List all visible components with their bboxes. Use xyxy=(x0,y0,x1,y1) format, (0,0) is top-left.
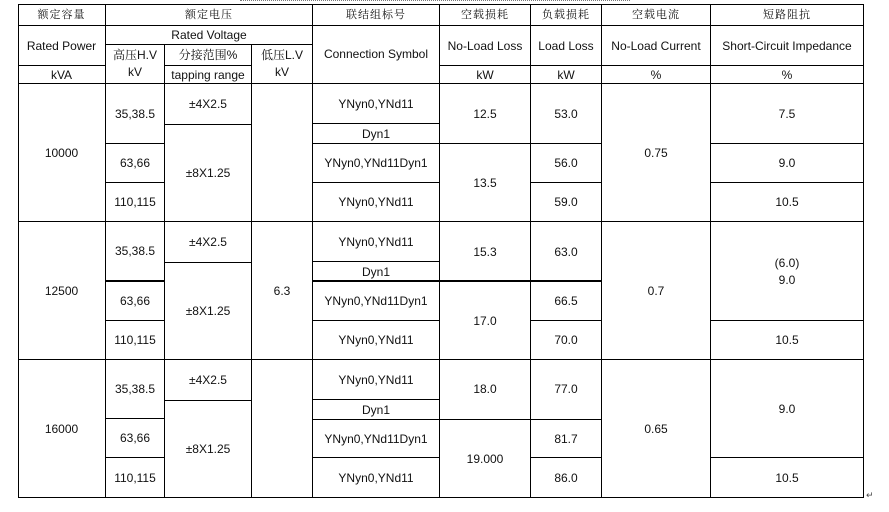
grid-line xyxy=(439,4,440,498)
symbol-value: YNyn0,YNd11Dyn1 xyxy=(324,431,428,446)
tap-value: ±4X2.5 xyxy=(189,373,227,387)
grid-line xyxy=(531,457,602,458)
load-loss-value: 53.0 xyxy=(554,106,578,121)
header-noload-loss-zh: 空载损耗 xyxy=(461,9,509,21)
tap-value: ±4X2.5 xyxy=(189,235,227,249)
grid-line xyxy=(312,4,313,498)
grid-line xyxy=(18,83,864,84)
grid-line xyxy=(313,399,440,400)
grid-line xyxy=(313,419,602,420)
unit-power: kVA xyxy=(50,67,73,82)
symbol-value: YNyn0,YNd11 xyxy=(338,470,414,485)
grid-line xyxy=(440,65,864,66)
unit-noload-loss: kW xyxy=(476,67,494,82)
unit-load-loss: kW xyxy=(557,67,575,82)
hv-value: 110,115 xyxy=(114,333,156,347)
symbol-value: YNyn0,YNd11 xyxy=(338,372,414,387)
load-loss-value: 59.0 xyxy=(554,195,578,209)
load-loss-value: 56.0 xyxy=(554,156,578,170)
grid-line xyxy=(106,418,165,419)
impedance-value: (6.0) xyxy=(774,255,800,270)
symbol-value: YNyn0,YNd11Dyn1 xyxy=(324,294,428,308)
tap-value: ±8X1.25 xyxy=(185,166,231,180)
unit-impedance: % xyxy=(781,67,793,82)
header-load-loss-en: Load Loss xyxy=(538,38,594,53)
rated-power-value: 10000 xyxy=(44,145,79,160)
load-loss-value: 66.5 xyxy=(554,294,578,308)
load-loss-value: 63.0 xyxy=(554,244,578,259)
grid-line xyxy=(601,4,602,498)
grid-line xyxy=(106,280,165,282)
impedance-value: 10.5 xyxy=(775,333,799,347)
grid-line xyxy=(106,320,165,321)
grid-line xyxy=(18,497,864,498)
symbol-value: YNyn0,YNd11 xyxy=(338,333,414,347)
impedance-value: 10.5 xyxy=(775,470,799,485)
impedance-value: 9.0 xyxy=(778,272,796,287)
hv-value: 63,66 xyxy=(119,294,151,308)
header-voltage-zh: 额定电压 xyxy=(185,9,233,21)
lv-value: 6.3 xyxy=(273,283,291,298)
header-impedance-en: Short-Circuit Impedance xyxy=(722,38,852,53)
grid-line xyxy=(18,25,864,26)
grid-line xyxy=(711,143,864,144)
noload-current-value: 0.75 xyxy=(644,145,668,160)
grid-line xyxy=(106,457,165,458)
grid-line xyxy=(164,44,165,498)
grid-line xyxy=(711,320,864,321)
noload-loss-value: 17.0 xyxy=(473,313,497,328)
symbol-value: Dyn1 xyxy=(361,264,390,279)
symbol-value: YNyn0,YNd11 xyxy=(338,195,414,209)
hv-value: 63,66 xyxy=(119,156,151,170)
hv-value: 35,38.5 xyxy=(114,244,156,258)
header-load-loss-zh: 负载损耗 xyxy=(542,9,590,21)
header-noload-current-en: No-Load Current xyxy=(611,38,701,53)
grid-line xyxy=(711,457,864,458)
grid-line xyxy=(251,44,252,498)
header-impedance-zh: 短路阻抗 xyxy=(763,9,811,21)
symbol-value: YNyn0,YNd11 xyxy=(338,96,414,111)
header-symbol-en: Connection Symbol xyxy=(323,47,429,61)
symbol-value: Dyn1 xyxy=(361,126,390,141)
tap-value: ±8X1.25 xyxy=(185,442,231,456)
header-tap: 分接范围% xyxy=(178,47,238,62)
header-noload-current-zh: 空载电流 xyxy=(632,9,680,21)
rated-power-value: 16000 xyxy=(44,421,79,436)
hv-value: 35,38.5 xyxy=(114,382,156,396)
paragraph-mark-icon: ↵ xyxy=(866,490,874,500)
hv-value: 110,115 xyxy=(114,470,156,485)
noload-current-value: 0.7 xyxy=(647,283,665,298)
impedance-value: 9.0 xyxy=(778,156,796,170)
header-power-en: Rated Power xyxy=(26,38,97,53)
hv-value: 63,66 xyxy=(119,431,151,445)
noload-current-value: 0.65 xyxy=(644,421,668,436)
grid-line xyxy=(18,65,106,66)
grid-line xyxy=(106,143,165,144)
unit-tap: tapping range xyxy=(171,67,245,82)
tap-value: ±8X1.25 xyxy=(185,304,231,318)
header-symbol-zh: 联结组标号 xyxy=(346,9,406,21)
symbol-value: YNyn0,YNd11Dyn1 xyxy=(324,156,428,170)
load-loss-value: 86.0 xyxy=(554,470,578,485)
load-loss-value: 70.0 xyxy=(554,333,578,347)
symbol-value: Dyn1 xyxy=(361,402,390,417)
grid-line xyxy=(863,4,864,498)
grid-line xyxy=(106,182,165,183)
impedance-value: 10.5 xyxy=(775,195,799,209)
grid-line xyxy=(440,143,602,144)
hv-value: 35,38.5 xyxy=(114,106,156,121)
rated-power-value: 12500 xyxy=(44,283,79,298)
unit-hv: kV xyxy=(127,65,142,79)
grid-line xyxy=(313,320,440,321)
noload-loss-value: 13.5 xyxy=(473,175,497,190)
grid-line xyxy=(313,182,440,183)
grid-line xyxy=(313,280,602,282)
grid-line xyxy=(313,261,440,262)
grid-line xyxy=(711,182,864,183)
grid-line xyxy=(165,262,252,263)
impedance-value: 9.0 xyxy=(778,401,796,416)
symbol-value: YNyn0,YNd11 xyxy=(338,234,414,249)
grid-line xyxy=(165,400,252,401)
grid-line xyxy=(18,359,864,360)
grid-line xyxy=(531,320,602,321)
grid-line xyxy=(313,123,440,124)
grid-line xyxy=(531,182,602,183)
header-voltage-en: Rated Voltage xyxy=(171,28,247,42)
header-hv: 高压H.V xyxy=(112,47,157,62)
unit-noload-current: % xyxy=(650,67,662,82)
load-loss-value: 81.7 xyxy=(554,431,578,446)
header-noload-loss-en: No-Load Loss xyxy=(447,38,523,53)
grid-line xyxy=(18,221,864,222)
unit-lv: kV xyxy=(274,65,289,79)
grid-line xyxy=(530,4,531,498)
hv-value: 110,115 xyxy=(114,195,156,209)
noload-loss-value: 12.5 xyxy=(473,106,497,121)
grid-line xyxy=(710,4,711,498)
grid-line xyxy=(313,143,440,144)
noload-loss-value: 15.3 xyxy=(473,244,497,259)
noload-loss-value: 18.0 xyxy=(473,382,497,396)
load-loss-value: 77.0 xyxy=(554,382,578,396)
tap-value: ±4X2.5 xyxy=(189,97,227,111)
grid-line xyxy=(313,457,440,458)
grid-line xyxy=(106,44,312,45)
noload-loss-value: 19.000 xyxy=(466,451,504,466)
grid-line xyxy=(18,4,19,498)
grid-line xyxy=(165,65,252,66)
impedance-value: 7.5 xyxy=(778,106,796,121)
header-lv: 低压L.V xyxy=(260,47,303,62)
grid-line xyxy=(105,4,106,498)
grid-line xyxy=(165,124,252,125)
grid-line xyxy=(18,4,864,5)
header-power-zh: 额定容量 xyxy=(37,9,86,21)
